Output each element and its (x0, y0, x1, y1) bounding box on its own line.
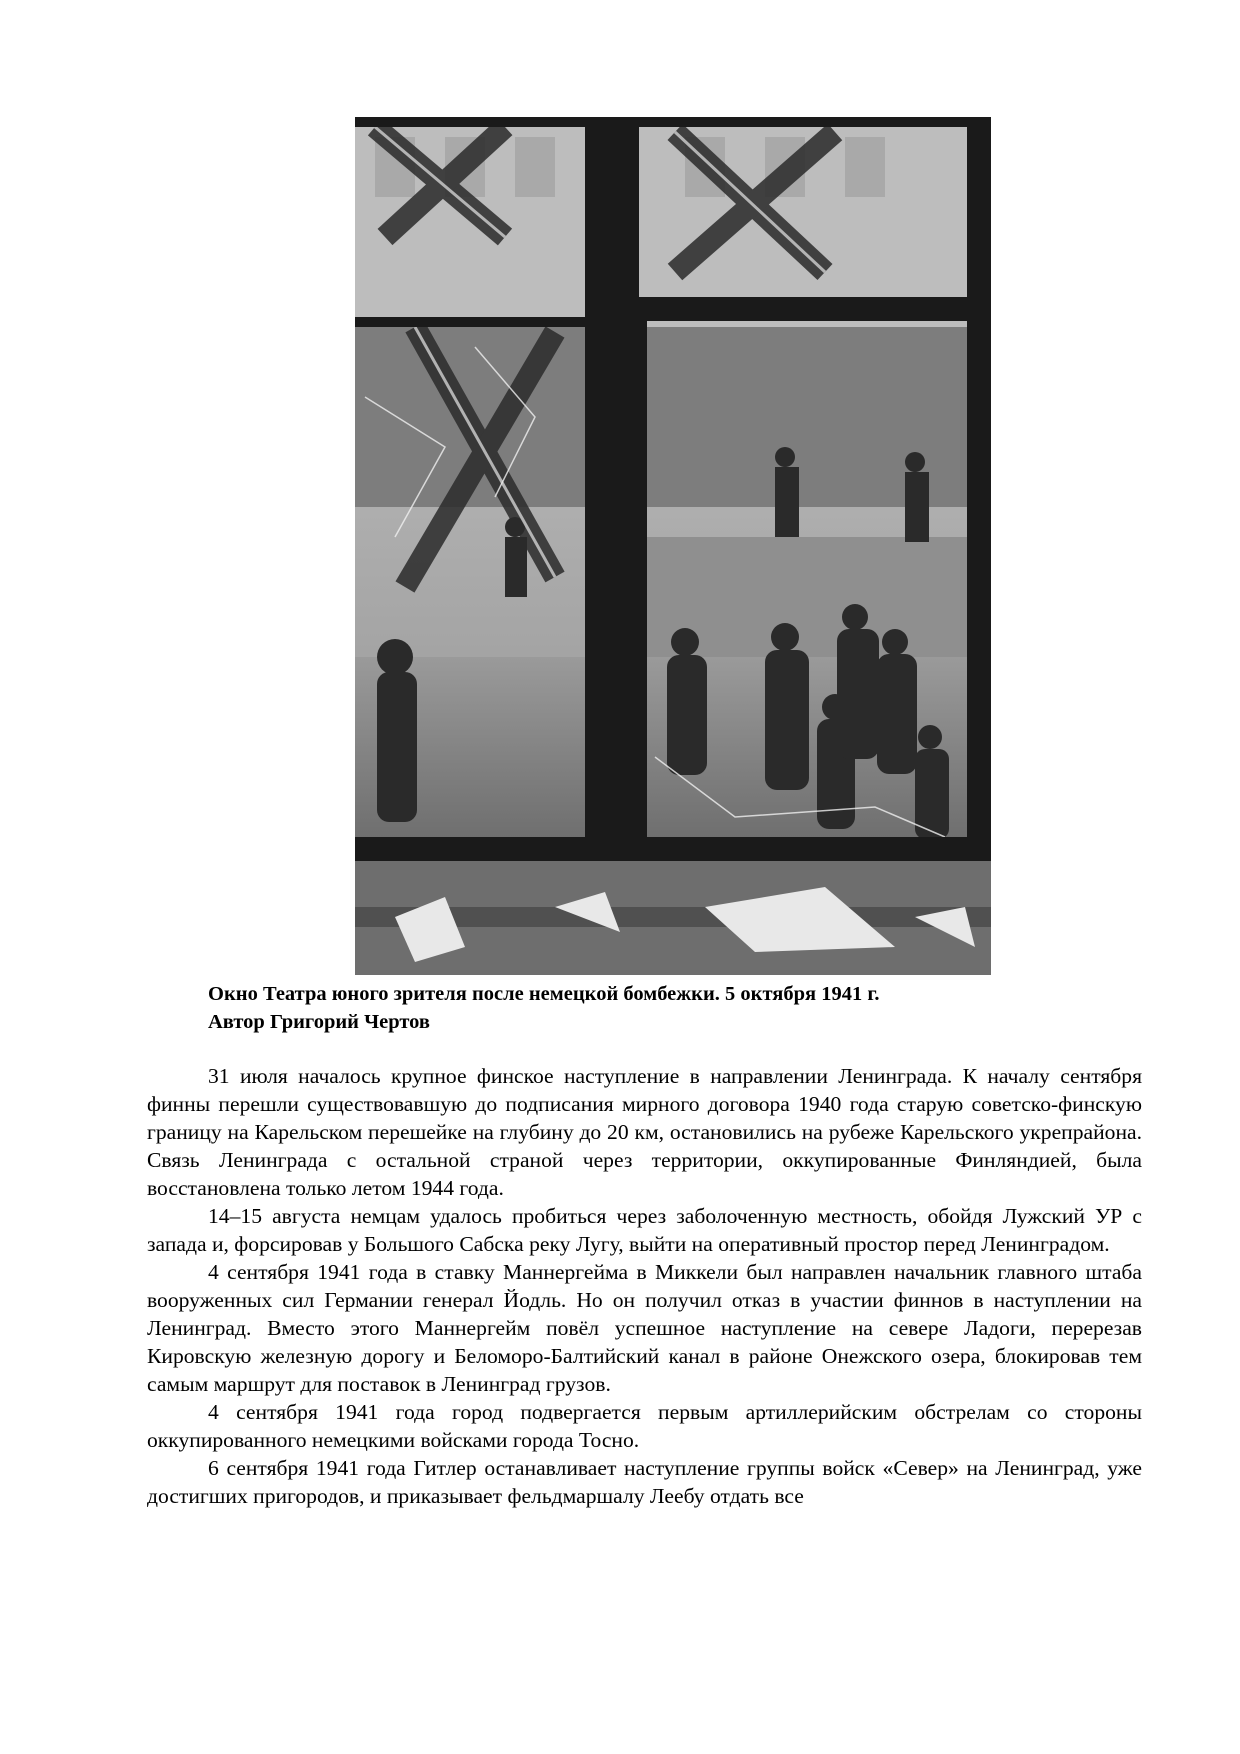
caption-title: Окно Театра юного зрителя после немецкой бомбежки. 5 октября 1941 г. (208, 983, 880, 1005)
paragraph: 6 сентября 1941 года Гитлер останавливает наступление группы войск «Север» на Ленинград, уже достигших пригородов, и приказывает фельдмаршалу Леебу отдать все (147, 1456, 1142, 1508)
figure-caption (208, 980, 1108, 1036)
paragraph: 4 сентября 1941 года город подвергается первым артиллерийским обстрелам со стороны оккупированного немецкими войсками города Тосно. (147, 1400, 1142, 1452)
article-body (147, 1062, 1142, 1510)
paragraph: 4 сентября 1941 года в ставку Маннергейма в Миккели был направлен начальник главного штаба вооруженных сил Германии генерал Йодль. Но он получил отказ в участии финнов в наступлении на Ленинград. Вместо этого Маннергейм повёл успешное наступление на севере Ладоги, перерезав Кировскую железную дорогу и Беломоро-Балтийский канал в районе Онежского озера, блокировав тем самым маршрут для поставок в Ленинград грузов. (147, 1260, 1142, 1396)
photo-broken-theatre-window (355, 117, 991, 975)
caption-author: Автор Григорий Чертов (208, 1011, 430, 1033)
paragraph: 31 июля началось крупное финское наступление в направлении Ленинграда. К началу сентября финны перешли существовавшую до подписания мирного договора 1940 года старую советско-финскую границу на Карельском перешейке на глубину до 20 км, остановились на рубеже Карельского укрепрайона. Связь Ленинграда с остальной страной через территории, оккупированные Финляндией, была восстановлена только летом 1944 года. (147, 1064, 1142, 1200)
paragraph: 14–15 августа немцам удалось пробиться через заболоченную местность, обойдя Лужский УР с запада и, форсировав у Большого Сабска реку Лугу, выйти на оперативный простор перед Ленинградом. (147, 1204, 1142, 1256)
